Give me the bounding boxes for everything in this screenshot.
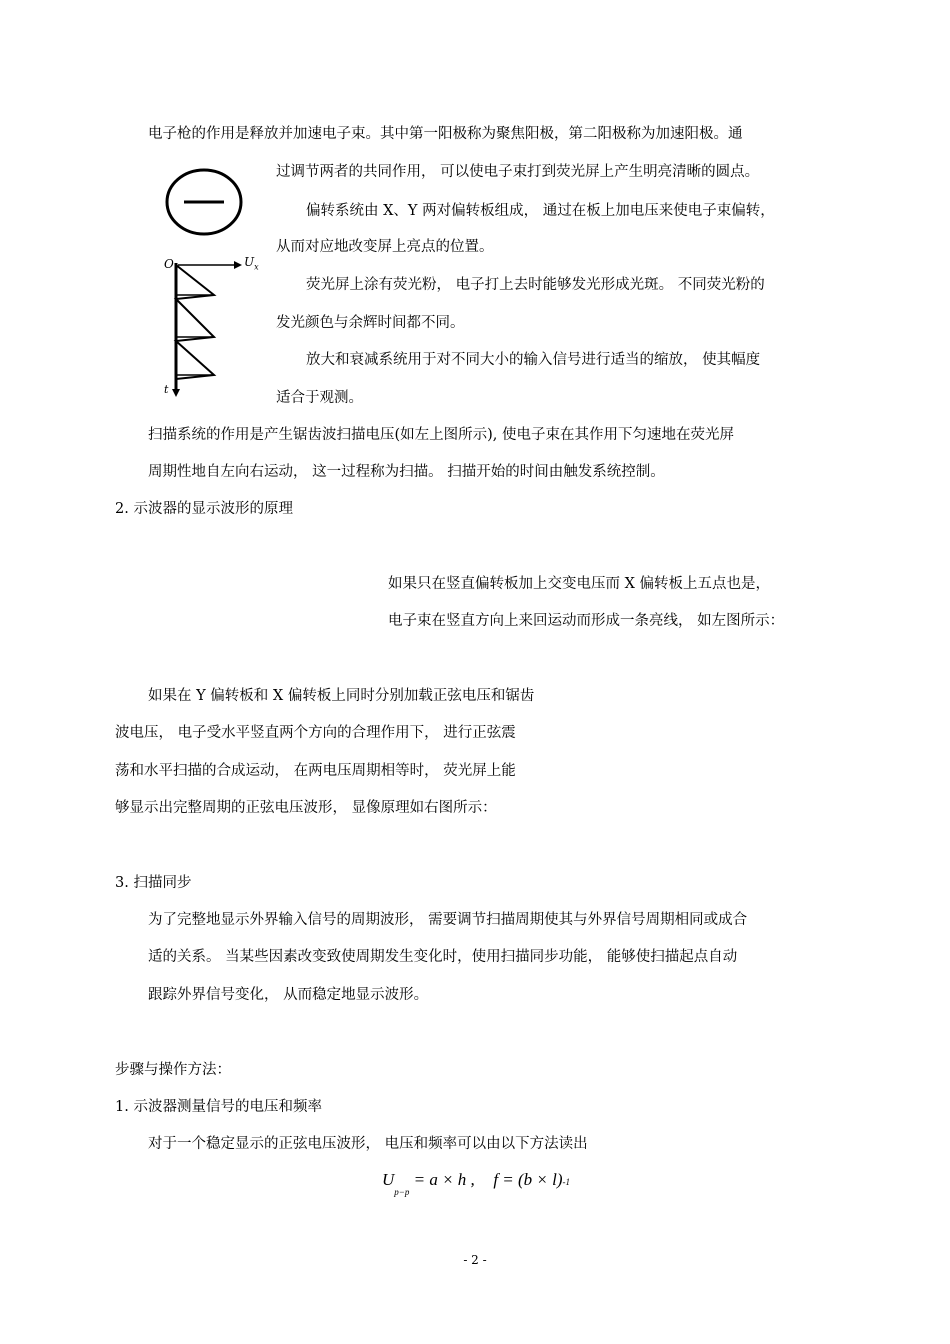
formula-u: U bbox=[382, 1170, 395, 1189]
sawtooth-figure bbox=[160, 255, 270, 400]
section-heading-2: 2. 示波器的显示波形的原理 bbox=[115, 501, 293, 517]
origin-label: O bbox=[164, 257, 174, 271]
t-axis-label: t bbox=[164, 383, 169, 396]
paragraph-sync-line2: 适的关系。 当某些因素改变致使周期发生变化时，使用扫描同步功能， 能够使扫描起点自动 bbox=[148, 949, 738, 965]
formula-frequency-rhs: = (b × l) bbox=[502, 1170, 563, 1189]
paragraph-scan-line2: 周期性地自左向右运动， 这一过程称为扫描。 扫描开始的时间由触发系统控制。 bbox=[148, 464, 665, 480]
paragraph-phosphor-line1: 荧光屏上涂有荧光粉， 电子打上去时能够发光形成光斑。 不同荧光粉的 bbox=[306, 277, 765, 293]
formula-exponent: -1 bbox=[562, 1177, 571, 1187]
paragraph-sync-line1: 为了完整地显示外界输入信号的周期波形， 需要调节扫描周期使其与外界信号周期相同或成合 bbox=[148, 912, 748, 928]
u-axis-arrow bbox=[234, 261, 242, 269]
paragraph-electron-gun-line1: 电子枪的作用是释放并加速电子束。其中第一阳极称为聚焦阳极，第二阳极称为加速阳极。通 bbox=[148, 126, 743, 142]
paragraph-deflection-line1: 偏转系统由 X、Y 两对偏转板组成， 通过在板上加电压来使电子束偏转， bbox=[306, 203, 775, 219]
paragraph-vertical-line1: 如果只在竖直偏转板加上交变电压而 X 偏转板上五点也是， bbox=[388, 576, 771, 592]
step-1-text: 对于一个稳定显示的正弦电压波形， 电压和频率可以由以下方法读出 bbox=[148, 1136, 588, 1152]
paragraph-composite-line1: 如果在 Y 偏转板和 X 偏转板上同时分别加载正弦电压和锯齿 bbox=[148, 688, 535, 704]
formula-voltage-rhs: = a × h , bbox=[413, 1170, 475, 1189]
paragraph-composite-line2: 波电压， 电子受水平竖直两个方向的合理作用下， 进行正弦震 bbox=[115, 725, 516, 741]
steps-heading: 步骤与操作方法： bbox=[115, 1062, 231, 1078]
voltage-frequency-formula bbox=[382, 1170, 570, 1197]
paragraph-sync-line3: 跟踪外界信号变化， 从而稳定地显示波形。 bbox=[148, 987, 429, 1003]
paragraph-deflection-line2: 从而对应地改变屏上亮点的位置。 bbox=[276, 239, 494, 255]
screen-spot-figure bbox=[162, 166, 246, 236]
paragraph-vertical-line2: 电子束在竖直方向上来回运动而形成一条亮线， 如左图所示： bbox=[388, 613, 785, 629]
t-axis-arrow bbox=[172, 389, 180, 397]
step-1-heading: 1. 示波器测量信号的电压和频率 bbox=[115, 1099, 322, 1115]
paragraph-composite-line3: 荡和水平扫描的合成运动， 在两电压周期相等时， 荧光屏上能 bbox=[115, 763, 516, 779]
paragraph-composite-line4: 够显示出完整周期的正弦电压波形， 显像原理如右图所示： bbox=[115, 800, 497, 816]
section-heading-3: 3. 扫描同步 bbox=[115, 875, 192, 891]
sawtooth-waveform bbox=[176, 265, 214, 379]
u-axis-label: $U_x$ bbox=[244, 255, 259, 272]
formula-u-subscript: p−p bbox=[394, 1187, 410, 1197]
page-number: - 2 - bbox=[463, 1253, 487, 1267]
paragraph-amplifier-line2: 适合于观测。 bbox=[276, 390, 363, 406]
formula-f: f bbox=[493, 1170, 499, 1189]
paragraph-electron-gun-line2: 过调节两者的共同作用， 可以使电子束打到荧光屏上产生明亮清晰的圆点。 bbox=[276, 164, 760, 180]
paragraph-phosphor-line2: 发光颜色与余辉时间都不同。 bbox=[276, 315, 465, 331]
paragraph-amplifier-line1: 放大和衰减系统用于对不同大小的输入信号进行适当的缩放， 使其幅度 bbox=[306, 352, 761, 368]
paragraph-scan-line1: 扫描系统的作用是产生锯齿波扫描电压(如左上图所示), 使电子束在其作用下匀速地在荧光屏 bbox=[148, 427, 735, 443]
